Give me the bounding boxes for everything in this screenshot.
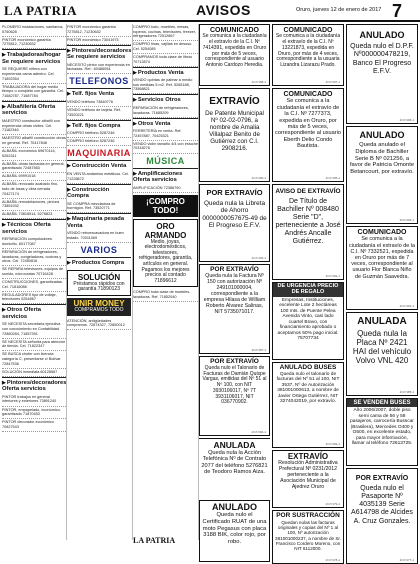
classified-entry: SE REQUIERE niñera con experiencia cama adentro. Cel. 71892354 bbox=[2, 66, 66, 83]
category-label: Telf. fijos Compra bbox=[71, 122, 121, 129]
ad-comunicado-3 bbox=[272, 88, 344, 182]
triangle-bullet-icon: ▶ bbox=[2, 103, 6, 110]
category-label: Productos Compra bbox=[71, 260, 125, 266]
classified-entry: PINTOR económico garantía 7275812, 71230632 bbox=[2, 37, 66, 50]
classified-entry: PINTOR trabajos en general interiores y exteriores 73891240 bbox=[2, 394, 66, 407]
section-banner: TELEFONOS bbox=[69, 76, 129, 87]
category-label: Técnicos Oferta servicios bbox=[2, 222, 51, 235]
ad-body: De Patente Municipal Nº 02-02-0796, a nombre de Amalia Villalpaz Benito de Gutiérrez con C.I. 2908216. bbox=[205, 109, 264, 153]
boxed-ad-text: Medio, joyas, electrodomésticos, televisores, refrigeradores, garantía, artículos en general. Pagamos los mejores precios al contado 71896612 bbox=[138, 238, 193, 284]
classified-entry: VENDO teléfono de tarjeta. Ref. 73520221 bbox=[67, 107, 131, 120]
ad-ref: 2/17/198-1 bbox=[251, 80, 266, 84]
classified-entry: PINTOR económico 73041975 bbox=[67, 37, 131, 45]
ad-ref: 2/17/196-1 bbox=[399, 118, 414, 122]
category-heading bbox=[2, 304, 66, 321]
category-heading bbox=[67, 120, 131, 131]
ad-body: Queda nulo el Talonario de Facturas de Damián Quispe Vargas, emitidas del Nº 51 al Nº 100, con NIT 3930106017, Nº 7T 3931106017, NIT 036770902. bbox=[202, 364, 267, 406]
section-banner: VARIOS bbox=[80, 245, 118, 255]
ad-ref: 2/17/192-1 bbox=[325, 274, 340, 278]
ad-ref: 2/17/195-1 bbox=[325, 176, 340, 180]
classified-entry: NECESITO pintor con experiencia en fachadas. Ref.: 60486054 bbox=[67, 62, 131, 75]
ad-comunicado-4 bbox=[346, 226, 418, 310]
ad-ref: 2/17/179-1 bbox=[325, 502, 340, 506]
classified-entry: CONSTRUCCIONES, garantizadas. Cel. 71816086 bbox=[2, 279, 66, 292]
ad-se-venden-buses bbox=[346, 398, 418, 466]
triangle-bullet-icon: ▶ bbox=[133, 69, 137, 76]
ad-title: ANULADO bbox=[359, 130, 405, 140]
section-banner: MAQUINARIA bbox=[67, 148, 131, 159]
ad-sustraccion bbox=[272, 510, 344, 564]
classified-entry: COMPRAMOS toda clase de libros 70712874 bbox=[133, 54, 198, 67]
classified-entry: REPARACIÓN de refrigeradores, lavadoras, congeladoras, cocinas y otros. Cel. 72450816 bbox=[2, 249, 66, 266]
ad-body: Queda nulo el Certificado RUAT de una moto Pegasus con placa 3188 BIK, color rojo, por robo. bbox=[202, 512, 267, 546]
triangle-bullet-icon: ▶ bbox=[2, 307, 6, 314]
ad-body: De Título de Bachiller Nº 008480 Serie "D", perteneciente a José Andrés Ancalle Gutiérrez. bbox=[275, 197, 341, 246]
category-label: Construcción Venta bbox=[71, 163, 127, 170]
classified-entry: COMPRO toda clase de muebles, lavadoras. Ref. 71852040 bbox=[133, 289, 198, 302]
category-label: Maquinaria pesada Venta bbox=[67, 216, 125, 229]
classified-entry: PINTOR decorador económico 70827543 bbox=[2, 419, 66, 432]
classifieds-column-3 bbox=[133, 24, 198, 540]
ad-comunicado-2 bbox=[272, 24, 344, 86]
ad-title: EXTRAVÍO bbox=[209, 96, 260, 107]
ad-comunicado-1 bbox=[199, 24, 270, 86]
category-heading bbox=[67, 88, 131, 99]
classified-entry: ALBAÑIL 73816514, 5276823 bbox=[2, 211, 66, 219]
ad-body: Quedan nulas las facturas originales y copias del Nº 1 al 100, Nº autorización 381001000237, a nombre de Sr. Francisco Cordero Moreno, con NIT 6112000. bbox=[275, 519, 341, 552]
ad-title: COMUNICADO bbox=[210, 27, 259, 34]
triangle-bullet-icon: ▶ bbox=[2, 52, 6, 59]
footer-brand: LA PATRIA bbox=[133, 536, 176, 545]
classified-entry: PLOMERO instalaciones, sanitarios, 5760628 bbox=[2, 24, 66, 37]
ad-urgencia-precio bbox=[272, 282, 344, 360]
triangle-bullet-icon: ▶ bbox=[67, 216, 71, 223]
ad-title: COMUNICADO bbox=[357, 229, 407, 236]
triangle-bullet-icon: ▶ bbox=[133, 97, 137, 104]
category-heading bbox=[2, 49, 66, 66]
category-label: Servicios Otros bbox=[137, 97, 181, 104]
triangle-bullet-icon: ▶ bbox=[133, 170, 137, 177]
classified-entry: ALBAÑIL económico 69670114, 5262311 bbox=[2, 148, 66, 161]
classified-entry: ALBAÑIL 69991018 bbox=[2, 173, 66, 181]
classifieds-column-1 bbox=[2, 24, 66, 540]
classified-entry: VENDO teléfono 73840776 bbox=[67, 99, 131, 107]
classified-entry: AMPLIFICACIÓN 72386790 bbox=[133, 185, 198, 193]
classified-entry: MAESTRO constructor albañil con experiencia obras civiles. Cel. 71162346 bbox=[2, 118, 66, 135]
section-banner: MÚSICA bbox=[146, 155, 185, 166]
classified-entry: ATENCIÓN, antigüedades compramos. 72874327, 72850012 bbox=[67, 318, 131, 331]
category-label: Trabajadoras/hogar Se requiere servicios bbox=[2, 52, 61, 65]
ad-aviso-extravio bbox=[272, 184, 344, 280]
triangle-bullet-icon: ▶ bbox=[67, 91, 71, 98]
category-label: Productos Venta bbox=[137, 69, 184, 76]
triangle-bullet-icon: ▶ bbox=[67, 186, 71, 193]
classified-entry: MAESTRO albañil construcción obras en general. Ref. 70417848 bbox=[2, 135, 66, 148]
newspaper-brand: LA PATRIA bbox=[4, 3, 77, 18]
category-label: Telf. fijos Venta bbox=[71, 91, 114, 98]
classified-entry: COMPRO teléfono 5287246 bbox=[67, 130, 131, 138]
ad-ref: 2/17/187-1 bbox=[251, 348, 266, 352]
category-label: Otros Venta bbox=[137, 120, 171, 127]
ad-anulado-dpf bbox=[346, 24, 418, 124]
classified-entry: REGULADORES tipo de voltaje, televisores 5254867 bbox=[2, 292, 66, 305]
classifieds-column-2 bbox=[67, 24, 131, 540]
ad-title: COMUNICADO bbox=[283, 91, 333, 98]
ad-title: SE VENDEN BUSES bbox=[347, 399, 417, 407]
dateline: Oruro, jueves 12 de enero de 2017 bbox=[296, 7, 382, 13]
triangle-bullet-icon: ▶ bbox=[133, 120, 137, 127]
ad-title: POR SUSTRACCIÓN bbox=[276, 512, 340, 519]
classified-entry: VENDO violín tamaño 4/4 con estuche 70318276 bbox=[133, 141, 198, 154]
category-heading bbox=[67, 257, 131, 268]
ad-extravio-factura bbox=[199, 264, 270, 354]
ad-anulado-diploma bbox=[346, 126, 418, 224]
ad-anulado-ruat bbox=[199, 500, 270, 562]
ad-title: ANULADO bbox=[359, 30, 405, 40]
ad-anulado-buses bbox=[272, 362, 344, 448]
classified-entry: VENDO retroexcavadora en buen estado. 70011069 bbox=[67, 230, 131, 243]
page-number: 7 bbox=[392, 1, 403, 21]
ad-title: AVISO DE EXTRAVÍO bbox=[275, 188, 341, 195]
promo-banner: ¡COMPRO TODO! bbox=[133, 195, 198, 217]
triangle-bullet-icon: ▶ bbox=[2, 379, 6, 386]
ad-title: DE URGENCIA PRECIO DE REGALO bbox=[273, 283, 343, 297]
page-header bbox=[0, 0, 420, 22]
ad-title: ANULADO bbox=[212, 502, 257, 512]
classified-entry: FERRETERÍA en venta. Ref. 72457887, 70425321 bbox=[133, 128, 198, 141]
category-heading bbox=[133, 94, 198, 105]
ad-extravio-talonario bbox=[199, 356, 270, 436]
classified-entry: SE REPARA televisores, equipos de sonido, microondas 70716428 bbox=[2, 266, 66, 279]
ad-body: Queda nulo el Pasaporte Nº 4035139 Serie A614798 de Alcides A. Cruz Gonzales. bbox=[351, 485, 413, 525]
classified-entry: COMPRO todo, muebles, mesas, roperos, cocinas, televisores, freezer, refrigeradores 72512867 bbox=[133, 24, 198, 41]
ad-body: Queda nula la Placa Nº 2421 HAI del vehículo Volvo VNL 420 bbox=[352, 328, 412, 366]
ad-extravio-pasaporte bbox=[346, 468, 418, 564]
boxed-ad-text: Préstamos rápidos con garantía 71890123 bbox=[73, 280, 125, 293]
triangle-bullet-icon: ▶ bbox=[67, 260, 71, 266]
dark-classified-ad bbox=[67, 298, 131, 316]
ad-ref: 2/17/183-1 bbox=[325, 442, 340, 446]
classified-entry: VENDO quintas de palmar a medio sus medidas 5 m2. Ref. 5265188, 73568821 bbox=[133, 77, 198, 94]
category-heading bbox=[133, 67, 198, 78]
ad-ref: 2/17/194-1 bbox=[399, 218, 414, 222]
ad-body: Queda nulo el talonario de facturas del Nº 51 al 100, NIT 3537, Nº de Autorización 381001000613, a nombre de Javier Ortega Gutiérrez, NIT 3274042019, por extravío. bbox=[276, 371, 340, 405]
category-label: Otros Oferta servicios bbox=[2, 307, 42, 320]
classified-entry: SOLUCIÓN inmediata 60128567 bbox=[2, 369, 66, 377]
classified-entry: REPARACIÓN de refrigeradores, lavadoras. 71685209 bbox=[133, 105, 198, 118]
category-heading bbox=[2, 101, 66, 118]
category-label: Construcción Compra bbox=[67, 186, 110, 200]
classified-entry: ALBAÑIL revocado acabado fino, todo de losas y obra cerrada 70427174 bbox=[2, 181, 66, 198]
category-heading bbox=[2, 377, 66, 394]
classified-entry: EN VENTA andamios metálicos. Cel. 71228672 bbox=[67, 171, 131, 184]
ad-ref: 2/17/197-1 bbox=[325, 80, 340, 84]
ad-body: Se comunica a la ciudadanía el extravío de la C.I. Nº 13221873, expedida en Oruro, por más de 4 veces, correspondiente a la usuaria Lizandra Lizarazu Prado. bbox=[275, 33, 341, 69]
ad-ref: 2/17/193-1 bbox=[251, 256, 266, 260]
ad-title: POR EXTRAVÍO bbox=[206, 188, 263, 197]
ad-title: POR EXTRAVÍO bbox=[210, 358, 259, 365]
ad-body: Queda nula la Factura Nº 150 con autorización Nº 249101000004, correspondiente a la empresa Hilasa de William Roberto Álvarez Salinas, NIT 5735071017. bbox=[203, 272, 266, 315]
classified-entry: COMPRO tinas, vajillas en desuso. Cel. 5254085 bbox=[133, 41, 198, 54]
ad-ref: 2/17/184-1 bbox=[251, 430, 266, 434]
section-title: AVISOS bbox=[196, 2, 251, 18]
ad-body: Se comunica a la ciudadanía el extravío de la C.I. Nº 7414391, expedida en Oruro por más de 5 veces, correspondiente al usuario Antonio Cardozo Heredia. bbox=[202, 33, 267, 69]
ad-ref: 2/17/191-1 bbox=[399, 304, 414, 308]
ad-extravio-resolucion bbox=[272, 450, 344, 508]
category-label: Pintores/decoradores Oferta servicios bbox=[2, 379, 67, 393]
ad-title: ANULADA bbox=[357, 316, 407, 327]
category-heading bbox=[67, 160, 131, 171]
ad-body: Resolución Administrativa Prefectural Nº 0231/2012 perteneciente a la Asociación Municipal de Ajedrez Oruro bbox=[278, 460, 338, 491]
ad-body: Empresas, Instituciones, excelente Lote 2 hectáreas 100 mts. de Puente Pelea Avenida Vinto, casi lado cuartel Bravo, con financiamiento aprobado o aceptamos 50% pago inicial. 75707734 bbox=[277, 297, 339, 342]
classified-entry: SE BUSCA chofer con licencia categoría C, presentarse c/ Bolívar 72847536 bbox=[2, 351, 66, 368]
classified-entry: SE NECESITA señorita para atención de tienda. Cel. 71822347 bbox=[2, 339, 66, 352]
category-heading bbox=[133, 118, 198, 129]
ad-body: Queda nula la Acción Telefónica Nº de Contrato 2077 del teléfono 5276821 de Teodoro Ramos Aiza. bbox=[201, 449, 268, 476]
ad-title: ANULADO BUSES bbox=[279, 364, 337, 371]
category-label: Pintores/decoradores Se requiere servicios bbox=[67, 47, 132, 61]
ad-body: Queda anulado el Diploma de Bachiller Serie B Nº 021256, a favor de Patricia Omonte Betancourt, por extravío. bbox=[349, 142, 415, 176]
ad-extravio-libreta bbox=[199, 184, 270, 262]
triangle-bullet-icon: ▶ bbox=[2, 222, 6, 229]
ad-body: Año 2006/2007, doble piso semi cama de 56 y 58 pasajeros, carrocería Busscar (Brasilera), Mercedes O400 y O500, en excelente estado, para mayor información, llamar al teléfono 72613725. bbox=[350, 408, 414, 447]
boxed-ad-title: ORO ARMANDO bbox=[144, 221, 187, 240]
ad-ref: 2/17/190-1 bbox=[251, 176, 266, 180]
ad-body: Queda nula la Libreta de Ahorro 0000000057675-49 de El Progreso E.F.V. bbox=[202, 199, 267, 229]
triangle-bullet-icon: ▶ bbox=[67, 47, 71, 54]
ad-ref: 2/17/177-1 bbox=[399, 558, 414, 562]
classified-entry: PINTOR económico garantía 7275812, 71230632 bbox=[67, 24, 131, 37]
classified-entry: TRABAJADORA del hogar medio tiempo o completo con garantía. Cel. 71682787, 71687784 bbox=[2, 84, 66, 101]
classified-entry: COMPRO teléfono 5287246 bbox=[67, 138, 131, 146]
triangle-bullet-icon: ▶ bbox=[67, 163, 71, 170]
ad-anulada-accion bbox=[199, 438, 270, 498]
ad-body: Queda nulo el D.P.F. Nº000000478219, Banco El Progreso E.F.V. bbox=[350, 43, 414, 75]
dark-ad-text: COMPRAMOS TODO bbox=[74, 306, 124, 313]
ad-body: Se comunica a la ciudadanía el extravío de la C.I. Nº 7332521, expedida en Oruro por más de 7 veces, correspondiente al usuario Flor Blanca Niño de Guzmán Saavedra. bbox=[349, 236, 415, 280]
boxed-classified-ad bbox=[67, 270, 131, 296]
dark-ad-title: UNIR MONEY bbox=[73, 298, 125, 308]
ad-title: POR EXTRAVÍO bbox=[355, 475, 409, 482]
classified-entry: PINTOR, empapelado, económico, garantizado 71870453 bbox=[2, 407, 66, 420]
category-heading bbox=[133, 168, 198, 185]
category-heading bbox=[67, 213, 131, 230]
boxed-ad-title: SOLUCIÓN bbox=[77, 272, 121, 282]
classified-entry: SE COMPRA mezcladora de hormigón. Ref. 73520771 bbox=[67, 201, 131, 214]
category-heading bbox=[2, 219, 66, 236]
display-ads-grid bbox=[199, 24, 418, 562]
triangle-bullet-icon: ▶ bbox=[67, 122, 71, 129]
category-heading bbox=[67, 184, 131, 201]
ad-title: EXTRAVÍO bbox=[287, 452, 329, 461]
ad-ref: 2/17/185-1 bbox=[399, 390, 414, 394]
category-heading bbox=[67, 45, 131, 62]
classified-entry: SE NECESITA secretaria ejecutiva con conocimiento en Contabilidad 72860284, 71857391 bbox=[2, 321, 66, 338]
category-label: Albañilería Oferta servicios bbox=[2, 103, 56, 117]
classified-entry: REPARACIÓN computadores domicilio. 60177087 bbox=[2, 236, 66, 249]
ad-extravio-patente bbox=[199, 88, 270, 182]
boxed-classified-ad bbox=[133, 219, 198, 288]
ad-title: POR EXTRAVÍO bbox=[210, 266, 259, 273]
ad-body: Se comunica a la ciudadanía el extravío de la C.I. Nº 7277373, expedida en Oruro, por más de 5 veces, correspondiente al usuario Eberth Delio Condo Bautista. bbox=[275, 98, 341, 150]
classified-entry: ALBAÑIL remodelaciones, pintura 73851932 bbox=[2, 199, 66, 212]
ad-ref: 2/17/178-1 bbox=[325, 558, 340, 562]
category-label: Amplificaciones Oferta servicios bbox=[133, 170, 183, 183]
classified-entry: ALBAÑIL obras fachadas en general, garantizado 72487563 bbox=[2, 161, 66, 174]
ad-title: ANULADA bbox=[213, 440, 256, 450]
ad-anulada-placa bbox=[346, 312, 418, 396]
ad-title: COMUNICADO bbox=[283, 27, 333, 34]
